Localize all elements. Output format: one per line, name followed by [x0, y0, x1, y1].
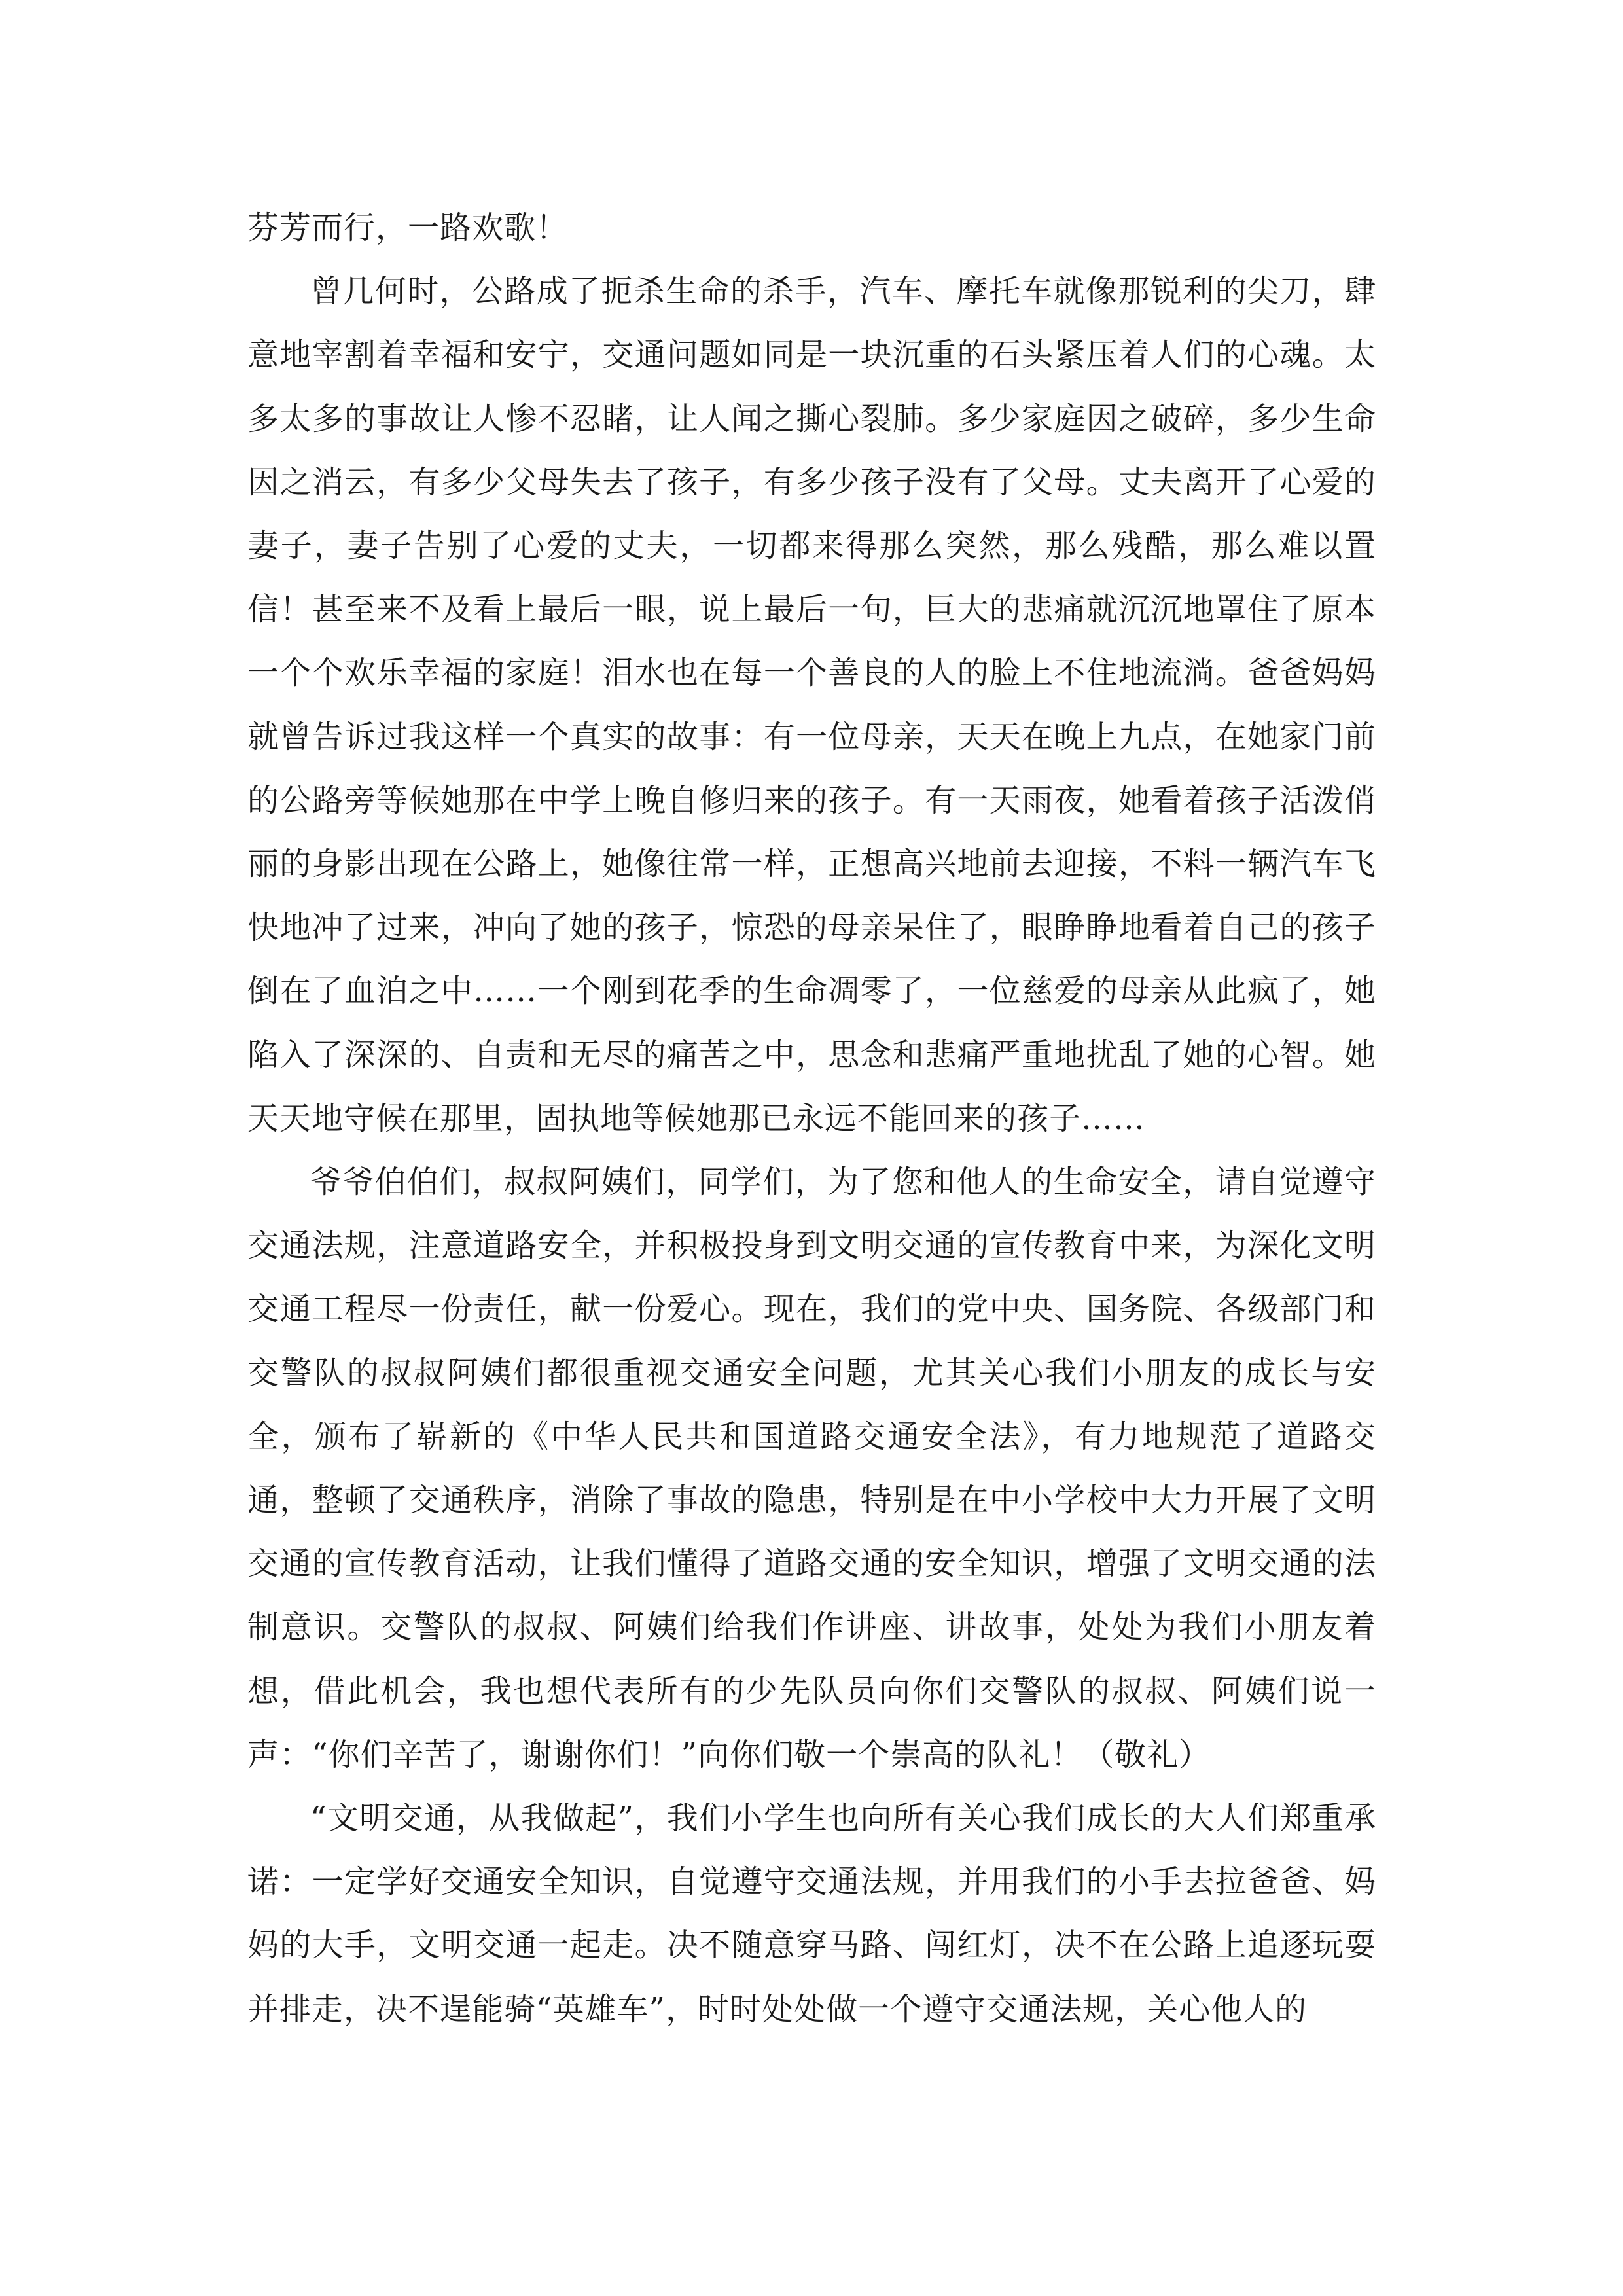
paragraph-3: 爷爷伯伯们，叔叔阿姨们，同学们，为了您和他人的生命安全，请自觉遵守交通法规，注意道路安全，并积极投身到文明交通的宣传教育中来，为深化文明交通工程尽一份责任，献一份爱心。现在，我们的党中央、国务院、各级部门和交警队的叔叔阿姨们都很重视交通安全问题，尤其关心我们小朋友的成长与安全，颁布了崭新的《中华人民共和国道路交通安全法》，有力地规范了道路交通，整顿了交通秩序，消除了事故的隐患，特别是在中小学校中大力开展了文明交通的宣传教育活动，让我们懂得了道路交通的安全知识，增强了文明交通的法制意识。交警队的叔叔、阿姨们给我们作讲座、讲故事，处处为我们小朋友着想，借此机会，我也想代表所有的少先队员向你们交警队的叔叔、阿姨们说一声：“你们辛苦了，谢谢你们！”向你们敬一个崇高的队礼！（敬礼）	[247, 1164, 1376, 1773]
paragraph-4: “文明交通，从我做起”，我们小学生也向所有关心我们成长的大人们郑重承诺：一定学好交通安全知识，自觉遵守交通法规，并用我们的小手去拉爸爸、妈妈的大手，文明交通一起走。决不随意穿马路、闯红灯，决不在公路上追逐玩耍并排走，决不逞能骑“英雄车”，时时处处做一个遵守交通法规，关心他人的	[247, 1800, 1376, 2028]
document-body	[247, 196, 1376, 2041]
paragraph-1: 芬芳而行，一路欢歌！	[247, 209, 569, 246]
paragraph-2: 曾几何时，公路成了扼杀生命的杀手，汽车、摩托车就像那锐利的尖刀，肆意地宰割着幸福和安宁，交通问题如同是一块沉重的石头紧压着人们的心魂。太多太多的事故让人惨不忍睹，让人闻之撕心裂肺。多少家庭因之破碎，多少生命因之消云，有多少父母失去了孩子，有多少孩子没有了父母。丈夫离开了心爱的妻子，妻子告别了心爱的丈夫，一切都来得那么突然，那么残酷，那么难以置信！甚至来不及看上最后一眼，说上最后一句，巨大的悲痛就沉沉地罩住了原本一个个欢乐幸福的家庭！泪水也在每一个善良的人的脸上不住地流淌。爸爸妈妈就曾告诉过我这样一个真实的故事：有一位母亲，天天在晚上九点，在她家门前的公路旁等候她那在中学上晚自修归来的孩子。有一天雨夜，她看着孩子活泼俏丽的身影出现在公路上，她像往常一样，正想高兴地前去迎接，不料一辆汽车飞快地冲了过来，冲向了她的孩子，惊恐的母亲呆住了，眼睁睁地看着自己的孩子倒在了血泊之中……一个刚到花季的生命凋零了，一位慈爱的母亲从此疯了，她陷入了深深的、自责和无尽的痛苦之中，思念和悲痛严重地扰乱了她的心智。她天天地守候在那里，固执地等候她那已永远不能回来的孩子……	[247, 273, 1376, 1137]
